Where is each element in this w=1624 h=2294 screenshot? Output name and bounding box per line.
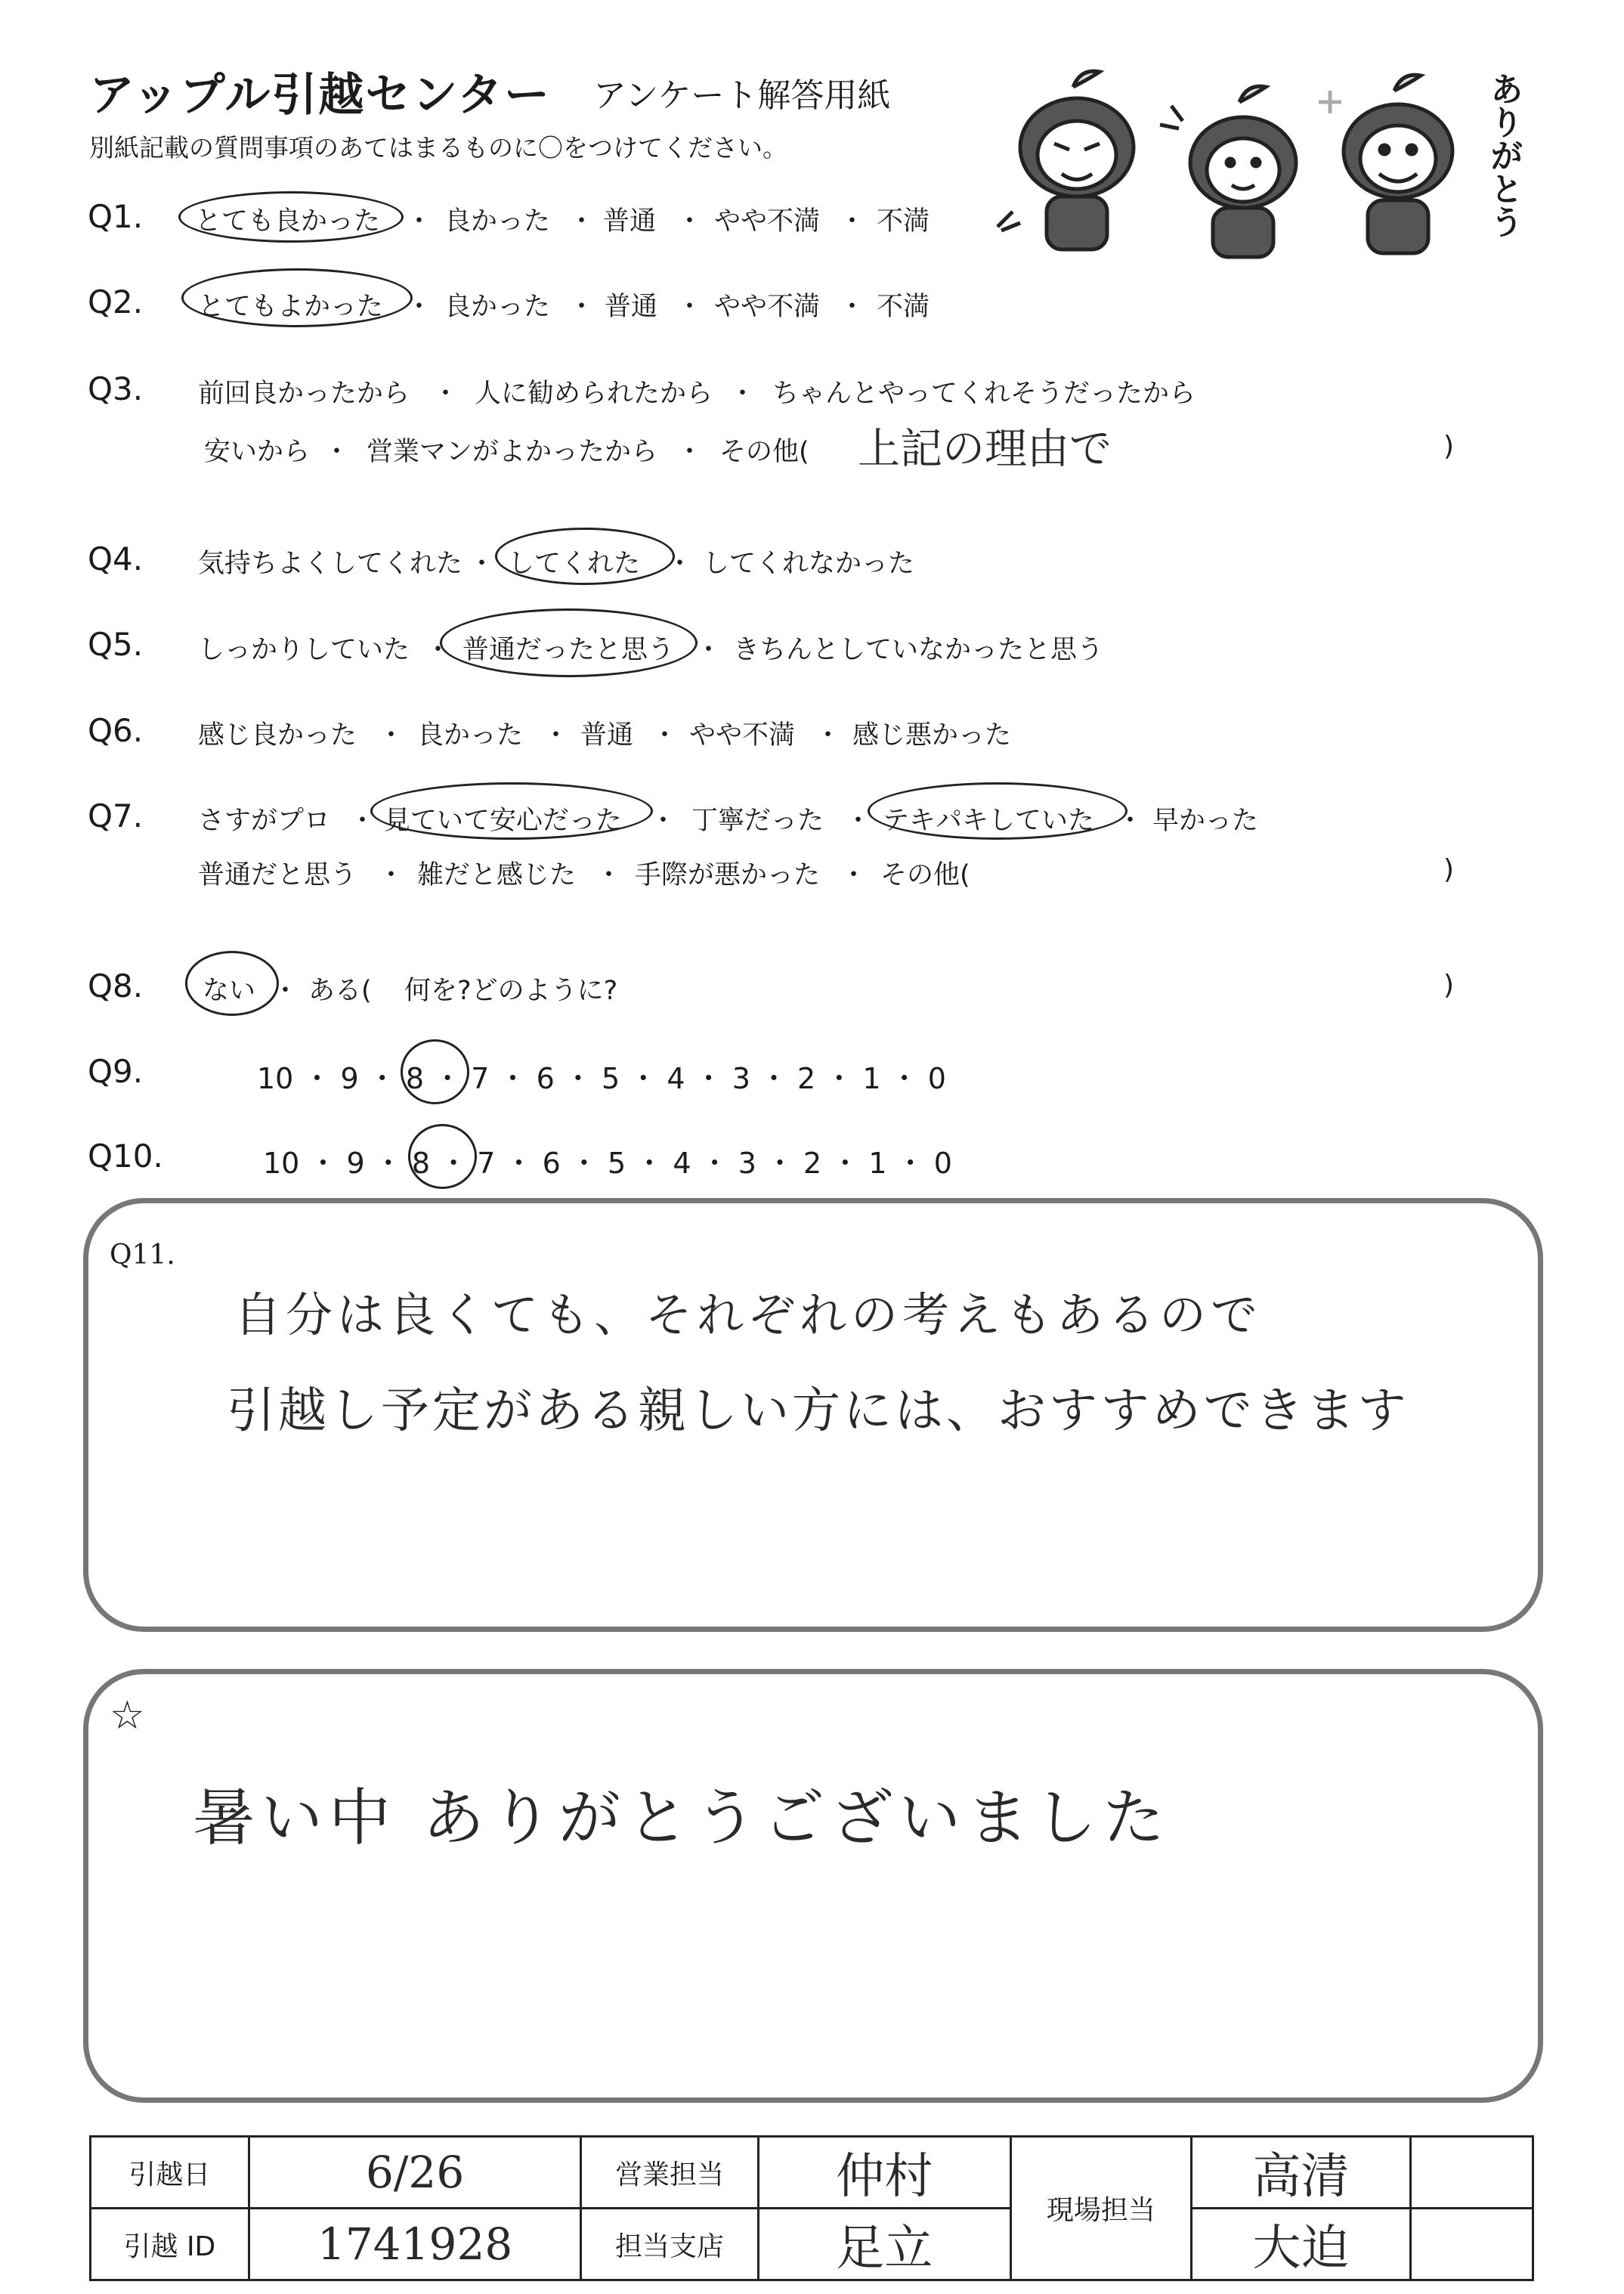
mascot-3-icon — [1319, 75, 1452, 253]
separator: ・ — [620, 1062, 667, 1095]
separator: ・ — [676, 206, 704, 237]
separator: ・ — [272, 976, 299, 1006]
q2-option-4[interactable]: やや不満 — [714, 292, 821, 322]
empty-cell[interactable] — [1410, 2209, 1533, 2280]
instruction-text: 別紙記載の質問事項のあてはまるものに〇をつけてください。 — [89, 133, 787, 163]
q10-selection-circle — [408, 1124, 477, 1189]
q10-score-3[interactable]: 3 — [738, 1147, 756, 1180]
q9-selection-circle — [401, 1039, 472, 1104]
q6-option-3[interactable]: 普通 — [580, 720, 634, 751]
separator: ・ — [568, 292, 595, 322]
q3-option-4[interactable]: 安いから — [204, 437, 311, 467]
separator: ・ — [424, 1062, 472, 1095]
q5-option-1[interactable]: しっかりしていた — [198, 635, 410, 665]
separator: ・ — [595, 860, 623, 890]
q6-label: Q6. — [88, 712, 144, 749]
q3-other-handwritten[interactable]: 上記の理由で — [858, 425, 1112, 474]
q6-option-5[interactable]: 感じ悪かった — [852, 720, 1012, 751]
q10-score-0[interactable]: 0 — [933, 1147, 952, 1180]
q5-selection-circle — [440, 608, 698, 677]
sales-rep-value[interactable]: 仲村 — [758, 2137, 1010, 2209]
separator: ・ — [469, 549, 496, 579]
q9-score-5[interactable]: 5 — [601, 1062, 620, 1095]
separator: ・ — [650, 806, 677, 836]
separator: ・ — [1117, 806, 1144, 836]
q8-close-paren: ) — [1443, 970, 1455, 1001]
move-id-label: 引越 ID — [91, 2209, 249, 2280]
mascot-1-icon — [998, 71, 1134, 249]
separator: ・ — [406, 206, 433, 237]
q10-score-7[interactable]: 7 — [477, 1147, 496, 1180]
separator: ・ — [349, 806, 376, 836]
q3-label: Q3. — [88, 370, 144, 407]
separator: ・ — [821, 1147, 869, 1180]
sales-rep-label: 営業担当 — [581, 2137, 758, 2209]
separator: ・ — [839, 292, 866, 322]
separator: ・ — [293, 1062, 341, 1095]
separator: ・ — [425, 635, 452, 665]
separator: ・ — [880, 1062, 928, 1095]
form-title: アップル引越センター — [89, 69, 551, 122]
q1-option-4[interactable]: やや不満 — [714, 206, 821, 237]
separator: ・ — [364, 1147, 412, 1180]
q4-selection-circle — [495, 528, 675, 585]
q5-label: Q5. — [88, 626, 144, 663]
q4-option-1[interactable]: 気持ちよくしてくれた — [198, 549, 463, 579]
q1-option-3[interactable]: 普通 — [603, 206, 657, 237]
thanks-vertical-text: ありがとう — [1484, 72, 1523, 238]
q2-selection-circle — [181, 268, 413, 327]
q4-option-2[interactable]: してくれた — [508, 549, 641, 579]
separator: ・ — [667, 549, 694, 579]
separator: ・ — [489, 1062, 537, 1095]
q7-selection-circle-1 — [370, 782, 653, 840]
move-date-label: 引越日 — [91, 2137, 249, 2209]
q9-score-0[interactable]: 0 — [927, 1062, 946, 1095]
q10-score-5[interactable]: 5 — [607, 1147, 626, 1180]
q3-option-other[interactable]: その他( — [719, 437, 809, 467]
empty-cell[interactable] — [1410, 2137, 1533, 2209]
q7-option-other[interactable]: その他( — [880, 860, 970, 890]
q2-option-2[interactable]: 良かった — [444, 292, 551, 322]
site-rep-value-1[interactable]: 高清 — [1192, 2137, 1411, 2209]
separator: ・ — [750, 1062, 798, 1095]
q6-option-2[interactable]: 良かった — [417, 720, 524, 751]
q9-score-3[interactable]: 3 — [732, 1062, 750, 1095]
separator: ・ — [495, 1147, 543, 1180]
separator: ・ — [626, 1147, 673, 1180]
q3-option-3[interactable]: ちゃんとやってくれそうだったから — [772, 379, 1196, 409]
q2-option-3[interactable]: 普通 — [605, 292, 658, 322]
q4-label: Q4. — [88, 540, 144, 577]
q9-label: Q9. — [88, 1053, 144, 1090]
q8-prompt: 何を?どのように? — [404, 976, 618, 1006]
q7-label: Q7. — [88, 797, 144, 834]
q10-label: Q10. — [88, 1138, 163, 1175]
move-id-value[interactable]: 1741928 — [249, 2209, 581, 2280]
separator: ・ — [840, 860, 868, 890]
separator: ・ — [560, 1147, 608, 1180]
separator: ・ — [845, 806, 872, 836]
separator: ・ — [685, 1062, 732, 1095]
q7-option-7[interactable]: 雑だと感じた — [417, 860, 577, 890]
q5-option-2[interactable]: 普通だったと思う — [462, 635, 675, 665]
q3-close-paren: ) — [1443, 431, 1455, 462]
mascot-illustration — [990, 60, 1519, 272]
separator: ・ — [432, 379, 459, 409]
q7-option-4[interactable]: テキパキしていた — [883, 806, 1095, 836]
separator: ・ — [543, 720, 570, 751]
q7-selection-circle-2 — [868, 782, 1128, 840]
q4-option-3[interactable]: してくれなかった — [703, 549, 915, 579]
q1-selection-circle — [178, 191, 404, 243]
separator: ・ — [406, 292, 433, 322]
q6-option-4[interactable]: やや不満 — [689, 720, 796, 751]
q10-score-6[interactable]: 6 — [542, 1147, 561, 1180]
q2-label: Q2. — [88, 283, 144, 320]
separator: ・ — [378, 860, 405, 890]
q10-score-10[interactable]: 10 — [263, 1147, 300, 1180]
separator: ・ — [756, 1147, 804, 1180]
q9-score-4[interactable]: 4 — [667, 1062, 685, 1095]
q9-score-1[interactable]: 1 — [862, 1062, 881, 1095]
star-comment-box[interactable] — [83, 1669, 1543, 2103]
q9-score-10[interactable]: 10 — [257, 1062, 294, 1095]
separator: ・ — [323, 437, 351, 467]
separator: ・ — [568, 206, 595, 237]
q7-close-paren: ) — [1443, 854, 1455, 885]
q11-handwritten-line-1: 自分は良くても、それぞれの考えもあるので — [234, 1287, 1263, 1342]
q2-option-1[interactable]: とてもよかった — [198, 292, 384, 322]
separator: ・ — [839, 206, 866, 237]
q7-option-2[interactable]: 見ていて安心だった — [384, 806, 623, 836]
separator: ・ — [378, 720, 405, 751]
q9-score-2[interactable]: 2 — [797, 1062, 816, 1095]
site-rep-label: 現場担当 — [1010, 2137, 1191, 2280]
separator: ・ — [815, 720, 842, 751]
separator: ・ — [695, 635, 722, 665]
q5-option-3[interactable]: きちんとしていなかったと思う — [733, 635, 1104, 665]
q9-scale — [257, 1055, 946, 1097]
q1-option-5[interactable]: 不満 — [877, 206, 930, 237]
q7-option-3[interactable]: 丁寧だった — [691, 806, 824, 836]
q1-label: Q1. — [88, 198, 144, 235]
q10-scale — [263, 1140, 952, 1181]
q8-selection-circle — [185, 951, 279, 1016]
q1-option-2[interactable]: 良かった — [444, 206, 551, 237]
site-rep-value-2[interactable]: 大迫 — [1192, 2209, 1411, 2280]
q3-option-1[interactable]: 前回良かったから — [198, 379, 410, 409]
q8-label: Q8. — [88, 967, 144, 1005]
separator: ・ — [358, 1062, 406, 1095]
q6-option-1[interactable]: 感じ良かった — [198, 720, 357, 751]
q3-option-5[interactable]: 営業マンがよかったから — [367, 437, 658, 467]
q10-score-9[interactable]: 9 — [346, 1147, 365, 1180]
q10-score-8[interactable]: 8 — [411, 1147, 431, 1180]
q7-option-5[interactable]: 早かった — [1152, 806, 1259, 836]
q8-option-none[interactable]: ない — [203, 976, 256, 1006]
q2-option-5[interactable]: 不満 — [877, 292, 930, 322]
separator: ・ — [299, 1147, 347, 1180]
q9-score-6[interactable]: 6 — [536, 1062, 555, 1095]
form-subtitle: アンケート解答用紙 — [593, 76, 891, 115]
star-handwritten-text: 暑い中 ありがとうございました — [193, 1782, 1171, 1854]
separator: ・ — [676, 292, 704, 322]
separator: ・ — [729, 379, 756, 409]
branch-label: 担当支店 — [581, 2209, 758, 2280]
branch-value[interactable]: 足立 — [758, 2209, 1010, 2280]
q9-score-9[interactable]: 9 — [340, 1062, 359, 1095]
q7-option-8[interactable]: 手際が悪かった — [635, 860, 821, 890]
separator: ・ — [691, 1147, 738, 1180]
q8-option-some[interactable]: ある( — [308, 976, 372, 1006]
mascot-2-icon — [1160, 86, 1296, 257]
separator: ・ — [554, 1062, 602, 1095]
separator: ・ — [430, 1147, 478, 1180]
q10-score-2[interactable]: 2 — [803, 1147, 822, 1180]
move-date-value[interactable]: 6/26 — [249, 2137, 581, 2209]
separator: ・ — [651, 720, 679, 751]
separator: ・ — [676, 437, 704, 467]
q7-option-1[interactable]: さすがプロ — [198, 806, 331, 836]
q10-score-4[interactable]: 4 — [673, 1147, 691, 1180]
q11-label: Q11. — [110, 1240, 175, 1271]
q9-score-7[interactable]: 7 — [471, 1062, 490, 1095]
q7-option-6[interactable]: 普通だと思う — [198, 860, 357, 890]
q10-score-1[interactable]: 1 — [868, 1147, 887, 1180]
q9-score-8[interactable]: 8 — [405, 1062, 425, 1095]
q3-option-2[interactable]: 人に勧められたから — [475, 379, 713, 409]
separator: ・ — [886, 1147, 934, 1180]
q11-handwritten-line-2: 引越し予定がある親しい方には、おすすめできます — [227, 1383, 1409, 1439]
staff-info-table — [89, 2135, 1534, 2281]
q1-option-1[interactable]: とても良かった — [195, 206, 381, 237]
separator: ・ — [815, 1062, 863, 1095]
star-icon: ☆ — [110, 1693, 145, 1738]
